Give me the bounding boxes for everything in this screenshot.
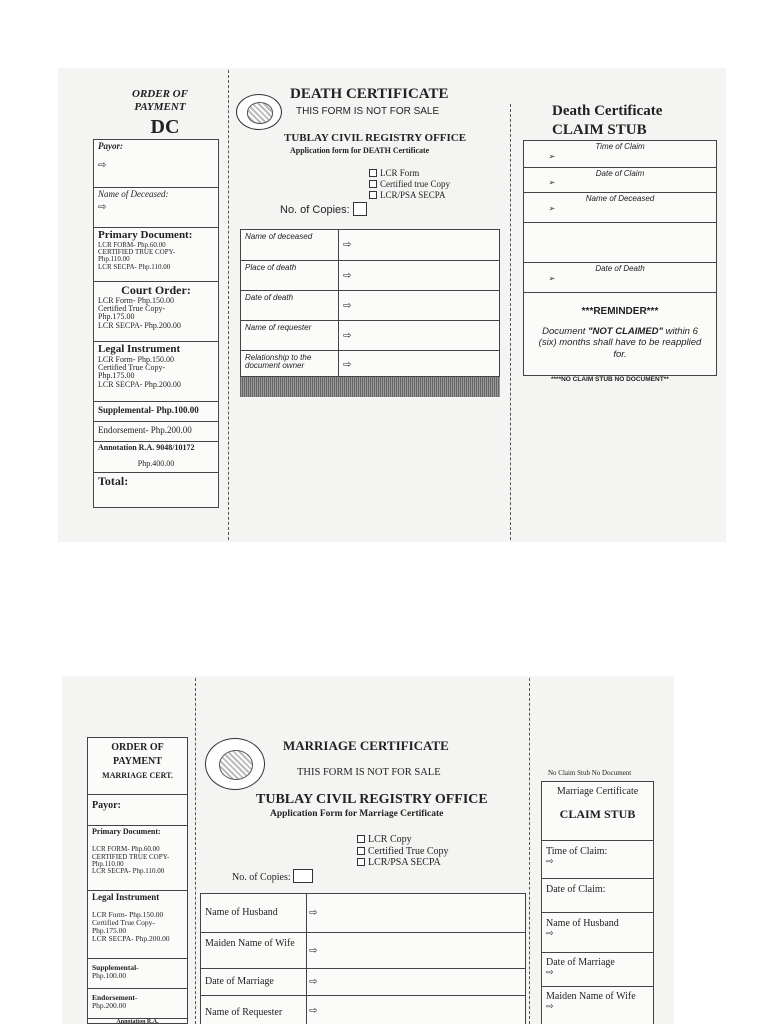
death-reminder-title: ***REMINDER***	[581, 306, 659, 317]
death-order-annotation-line1: Annotation R.A. 9048/10172	[98, 443, 195, 452]
death-reminder-text	[528, 326, 712, 362]
marriage-stub-field-label: Date of Claim:	[546, 884, 606, 895]
death-field-row[interactable]	[241, 230, 499, 260]
death-stub-field-label: Time of Claim	[595, 142, 645, 151]
arrow-icon: ⇨	[546, 928, 554, 939]
marriage-field-label: Maiden Name of Wife	[201, 933, 307, 968]
death-order-primary-line: LCR SECPA- Php.110.00	[98, 262, 171, 271]
death-order-legal-line: LCR SECPA- Php.200.00	[98, 379, 181, 389]
death-field-label: Relationship to the document owner	[241, 351, 339, 378]
death-order-primary-line: CERTIFIED TRUE COPY-	[98, 247, 176, 256]
arrow-icon: ⇨	[546, 856, 554, 867]
arrow-icon: ⇨	[309, 1005, 318, 1016]
death-field-label: Date of death	[241, 291, 339, 320]
death-option-lcr-form[interactable]	[369, 168, 450, 179]
death-stub-blank[interactable]	[524, 222, 716, 262]
marriage-stub-title-line1: Marriage Certificate	[556, 786, 639, 797]
checkbox-icon[interactable]	[357, 835, 365, 843]
death-order-legal-title: Legal Instrument	[98, 343, 181, 355]
death-table-shaded-strip	[240, 377, 500, 397]
marriage-order-legal-line: LCR Form- Php.150.00	[92, 910, 164, 920]
death-field-label: Name of deceased	[241, 230, 339, 260]
marriage-order-header	[88, 738, 187, 794]
death-main-title: DEATH CERTIFICATE	[290, 86, 449, 102]
death-option-secpa[interactable]	[369, 190, 450, 201]
marriage-order-supplemental	[88, 958, 187, 988]
death-order-title	[110, 88, 210, 114]
death-order-primary-title: Primary Document:	[98, 229, 193, 241]
death-stub-title-line1: Death Certificate	[552, 103, 663, 119]
death-option-certified[interactable]	[369, 179, 450, 190]
marriage-order-endorsement-line2: Php.200.00	[92, 1000, 127, 1010]
arrow-icon: ⇨	[343, 270, 352, 281]
marriage-field-row[interactable]	[201, 932, 525, 968]
marriage-stub-field-label: Date of Marriage	[546, 957, 615, 968]
death-stub-field-label: Date of Claim	[595, 169, 645, 178]
death-order-legal-line: Php.175.00	[98, 371, 135, 381]
death-order-legal-cell	[94, 341, 218, 401]
checkbox-icon[interactable]	[369, 169, 377, 177]
death-order-court-line: LCR Form- Php.150.00	[98, 295, 175, 305]
stub-arrow-icon: ➢	[548, 178, 555, 187]
death-field-row[interactable]	[241, 350, 499, 378]
marriage-stub-field[interactable]	[542, 912, 653, 952]
death-order-total[interactable]: Total:	[94, 472, 218, 509]
death-reminder-line: (six) months shall have to be reapplied	[538, 337, 702, 349]
death-order-legal-line: LCR Form- Php.150.00	[98, 354, 175, 364]
marriage-field-row[interactable]	[201, 968, 525, 995]
death-field-row[interactable]	[241, 260, 499, 290]
death-stub-reminder	[524, 292, 716, 377]
death-stub-title-line2: CLAIM STUB	[552, 121, 647, 138]
marriage-order-title-line1: ORDER OF	[111, 742, 164, 753]
death-stub-footer: ****NO CLAIM STUB NO DOCUMENT**	[551, 376, 669, 383]
arrow-icon: ⇨	[343, 300, 352, 311]
marriage-copy-options	[357, 834, 449, 869]
marriage-cut-line-left	[195, 678, 196, 1024]
death-form-subtitle: Application form for DEATH Certificate	[290, 146, 430, 155]
death-order-court-line: LCR SECPA- Php.200.00	[98, 320, 181, 330]
marriage-order-legal-line: Php.175.00	[92, 926, 127, 936]
marriage-option-label: Certified True Copy	[368, 845, 449, 857]
arrow-icon: ⇨	[98, 160, 107, 172]
marriage-option-certified[interactable]	[357, 846, 449, 858]
stub-arrow-icon: ➢	[548, 152, 555, 161]
death-field-row[interactable]	[241, 290, 499, 320]
marriage-order-endorsement-line1: Endorsement-	[92, 993, 138, 1002]
death-copy-options	[369, 168, 450, 201]
death-field-row[interactable]	[241, 320, 499, 350]
marriage-order-primary-line: CERTIFIED TRUE COPY-	[92, 852, 170, 861]
marriage-field-label: Name of Requester	[201, 996, 307, 1024]
tublay-seal-icon	[236, 94, 282, 130]
checkbox-icon[interactable]	[357, 847, 365, 855]
death-fields-table	[240, 229, 500, 377]
death-order-court-cell	[94, 281, 218, 341]
marriage-cut-line-right	[529, 678, 530, 1024]
death-stub-field[interactable]	[524, 167, 716, 192]
arrow-icon: ⇨	[546, 967, 554, 978]
death-cut-line-left	[228, 70, 229, 540]
marriage-option-lcr-copy[interactable]	[357, 834, 449, 846]
marriage-stub-field[interactable]	[542, 952, 653, 986]
marriage-order-primary-line: Php.110.00	[92, 860, 124, 869]
marriage-order-legal-cell	[88, 890, 187, 958]
marriage-not-for-sale: THIS FORM IS NOT FOR SALE	[297, 767, 441, 778]
marriage-stub-field[interactable]	[542, 986, 653, 1022]
death-cut-line-right	[510, 104, 511, 540]
marriage-order-primary-cell	[88, 825, 187, 890]
death-reminder-part: Document	[542, 325, 589, 337]
death-option-label: LCR/PSA SECPA	[380, 190, 446, 200]
arrow-icon: ⇨	[343, 330, 352, 341]
death-stub-field[interactable]	[524, 192, 716, 222]
death-order-court-title: Court Order:	[121, 283, 191, 297]
marriage-order-legal-line: LCR SECPA- Php.200.00	[92, 934, 170, 944]
marriage-order-primary-line: LCR FORM- Php.60.00	[92, 845, 160, 854]
death-stub-field[interactable]	[524, 262, 716, 292]
marriage-fields-table	[200, 893, 526, 1024]
death-stub-field[interactable]	[524, 141, 716, 167]
death-order-box	[93, 139, 219, 508]
death-stub-title	[552, 102, 662, 140]
death-order-court-line: Php.175.00	[98, 312, 135, 322]
stub-arrow-icon: ➢	[548, 204, 555, 213]
marriage-stub-field[interactable]	[542, 878, 653, 912]
marriage-stub-field-label: Maiden Name of Wife	[546, 991, 636, 1002]
death-stub-field-label: Name of Deceased	[585, 194, 655, 203]
marriage-order-annotation: Annotation R.A.	[88, 1018, 187, 1024]
marriage-copies	[232, 869, 313, 883]
arrow-icon: ⇨	[309, 907, 318, 919]
marriage-order-code: MARRIAGE CERT.	[102, 771, 173, 780]
death-order-endorsement: Endorsement- Php.200.00	[94, 421, 218, 441]
death-copies-input[interactable]	[353, 202, 367, 216]
marriage-option-label: LCR Copy	[368, 834, 412, 845]
marriage-order-payor[interactable]: Payor:	[88, 794, 187, 825]
death-order-payor-label: Payor:	[98, 141, 123, 151]
marriage-office-name: TUBLAY CIVIL REGISTRY OFFICE	[256, 792, 488, 807]
arrow-icon: ⇨	[98, 202, 107, 214]
death-stub-box	[523, 140, 717, 376]
stub-arrow-icon: ➢	[548, 274, 555, 283]
death-copies	[280, 202, 367, 216]
death-order-code: DC	[150, 116, 180, 138]
death-order-primary-line: Php.110.00	[98, 255, 130, 264]
marriage-stub-title-line2: CLAIM STUB	[559, 806, 636, 821]
marriage-order-legal-line: Certified True Copy-	[92, 918, 155, 928]
death-copies-label: No. of Copies:	[280, 204, 350, 216]
death-reminder-emphasis: "NOT CLAIMED"	[588, 325, 664, 337]
marriage-order-endorsement	[88, 988, 187, 1018]
marriage-order-box	[87, 737, 188, 1024]
marriage-stub-box	[541, 781, 654, 1024]
death-reminder-part: within 6	[663, 325, 698, 337]
death-order-payor-cell[interactable]	[94, 140, 218, 187]
death-reminder-line: for.	[613, 349, 627, 361]
death-order-title-line2: PAYMENT	[134, 101, 186, 114]
arrow-icon: ⇨	[309, 976, 318, 988]
arrow-icon: ⇨	[546, 1001, 554, 1012]
death-order-court-line: Certified True Copy-	[98, 303, 166, 313]
marriage-copies-label: No. of Copies:	[232, 872, 291, 883]
marriage-field-row[interactable]	[201, 894, 525, 932]
marriage-order-title-line2: PAYMENT	[113, 755, 162, 767]
marriage-main-title: MARRIAGE CERTIFICATE	[283, 738, 449, 753]
marriage-field-row[interactable]	[201, 995, 525, 1024]
tublay-seal-icon	[205, 738, 265, 790]
checkbox-icon[interactable]	[357, 858, 365, 866]
marriage-option-label: LCR/PSA SECPA	[368, 857, 441, 868]
marriage-stub-field-label: Name of Husband	[546, 918, 619, 929]
marriage-stub-header	[542, 782, 653, 840]
marriage-stub-field[interactable]	[542, 840, 653, 878]
marriage-stub-field-label: Time of Claim:	[546, 846, 608, 857]
marriage-copies-input[interactable]	[293, 869, 313, 883]
death-order-primary-line: LCR FORM- Php.60.00	[98, 240, 166, 249]
marriage-order-primary-line: LCR SECPA- Php.110.00	[92, 867, 165, 876]
checkbox-icon[interactable]	[369, 191, 377, 199]
arrow-icon: ⇨	[309, 945, 318, 956]
arrow-icon: ⇨	[343, 359, 352, 370]
marriage-order-primary-title: Primary Document:	[92, 827, 161, 836]
checkbox-icon[interactable]	[369, 180, 377, 188]
death-order-supplemental: Supplemental- Php.100.00	[94, 401, 218, 421]
marriage-field-label: Name of Husband	[201, 894, 307, 932]
death-field-label: Name of requester	[241, 321, 339, 350]
marriage-field-label: Date of Marriage	[201, 969, 307, 995]
arrow-icon: ⇨	[343, 239, 352, 251]
death-not-for-sale: THIS FORM IS NOT FOR SALE	[296, 106, 440, 117]
death-order-annotation-cell	[94, 441, 218, 472]
marriage-order-supplemental-line1: Supplemental-	[92, 963, 139, 972]
death-order-legal-line: Certified True Copy-	[98, 362, 166, 372]
marriage-stub-top-note: No Claim Stub No Document	[548, 769, 632, 777]
death-option-label: LCR Form	[380, 168, 420, 178]
marriage-order-legal-title: Legal Instrument	[92, 892, 160, 902]
death-order-deceased-cell[interactable]	[94, 187, 218, 227]
death-option-label: Certified true Copy	[380, 179, 450, 189]
death-stub-field-label: Date of Death	[595, 264, 645, 273]
marriage-option-secpa[interactable]	[357, 857, 449, 869]
marriage-order-supplemental-line2: Php.100.00	[92, 970, 127, 980]
marriage-form-subtitle: Application Form for Marriage Certificate	[270, 809, 444, 819]
death-office-name: TUBLAY CIVIL REGISTRY OFFICE	[284, 132, 467, 144]
death-order-deceased-label: Name of Deceased:	[98, 189, 169, 199]
death-field-label: Place of death	[241, 261, 339, 290]
death-order-primary-cell	[94, 227, 218, 281]
death-order-title-line1: ORDER OF	[132, 88, 188, 100]
death-order-annotation-line2: Php.400.00	[137, 459, 175, 469]
